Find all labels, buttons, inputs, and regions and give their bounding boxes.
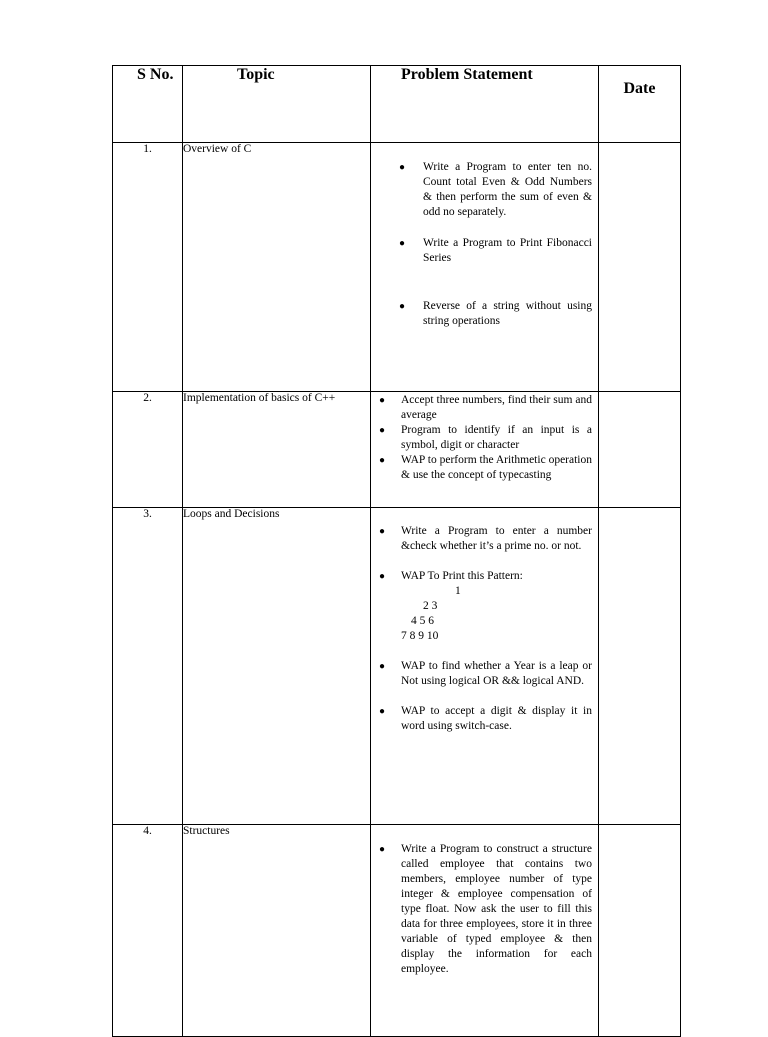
row-sno: 4. (113, 825, 183, 1037)
header-row (113, 66, 681, 143)
list-item: ● Reverse of a string without using string operations (399, 300, 592, 327)
row-problem-statement (371, 143, 599, 392)
row-problem-statement (371, 825, 599, 1037)
bullet-icon: ● (379, 526, 386, 537)
row-date (599, 508, 681, 825)
problem-list (371, 842, 598, 977)
bullet-icon: ● (379, 571, 386, 582)
problem-list (371, 160, 598, 329)
pattern-line: 4 5 6 (411, 615, 434, 627)
number-pattern (371, 584, 598, 644)
row-topic: Structures (183, 825, 371, 1037)
bullet-icon: ● (379, 395, 386, 406)
table-row (113, 143, 681, 392)
row-problem-statement (371, 392, 599, 508)
bullet-icon: ● (399, 301, 406, 312)
list-item: ● Write a Program to enter ten no. Count total Even & Odd Numbers & then perform the sum of even & odd no separately. (399, 161, 592, 218)
problem-list (371, 393, 598, 483)
list-item: ● Accept three numbers, find their sum and average (379, 394, 592, 421)
list-item: ● WAP to find whether a Year is a leap or Not using logical OR && logical AND. (379, 660, 592, 687)
list-item: ● Write a Program to enter a number &check whether it’s a prime no. or not. (379, 525, 592, 552)
row-date (599, 825, 681, 1037)
bullet-icon: ● (379, 455, 386, 466)
row-topic: Implementation of basics of C++ (183, 392, 371, 508)
row-sno: 3. (113, 508, 183, 825)
list-item: ● WAP to accept a digit & display it in word using switch-case. (379, 705, 592, 732)
header-topic: Topic (183, 66, 371, 143)
list-item: ● WAP to perform the Arithmetic operation & use the concept of typecasting (379, 454, 592, 481)
row-topic: Overview of C (183, 143, 371, 392)
bullet-icon: ● (379, 706, 386, 717)
row-date (599, 392, 681, 508)
bullet-icon: ● (379, 844, 386, 855)
row-topic: Loops and Decisions (183, 508, 371, 825)
list-item: ● Write a Program to construct a structure called employee that contains two members, employee number of type integer & employee compensation of type float. Now ask the user to fill this data for three employees, store it in three variable of typed employee & then display the information for each employee. (379, 843, 592, 975)
problem-list (371, 659, 598, 734)
list-item: ● Write a Program to Print Fibonacci Series (399, 237, 592, 264)
header-sno: S No. (113, 66, 183, 143)
header-date: Date (599, 66, 681, 143)
bullet-icon: ● (379, 425, 386, 436)
pattern-line: 2 3 (423, 600, 438, 612)
table-row (113, 392, 681, 508)
bullet-icon: ● (399, 238, 406, 249)
pattern-line: 7 8 9 10 (401, 630, 439, 642)
row-date (599, 143, 681, 392)
header-problem-statement: Problem Statement (371, 66, 599, 143)
problem-list (371, 524, 598, 584)
row-problem-statement (371, 508, 599, 825)
bullet-icon: ● (399, 162, 406, 173)
table-row (113, 825, 681, 1037)
pattern-line: 1 (455, 585, 461, 597)
list-item: ● Program to identify if an input is a symbol, digit or character (379, 424, 592, 451)
bullet-icon: ● (379, 661, 386, 672)
row-sno: 1. (113, 143, 183, 392)
list-item: ● WAP To Print this Pattern: (379, 570, 523, 582)
row-sno: 2. (113, 392, 183, 508)
table-row (113, 508, 681, 825)
lab-plan-table (112, 65, 681, 1037)
